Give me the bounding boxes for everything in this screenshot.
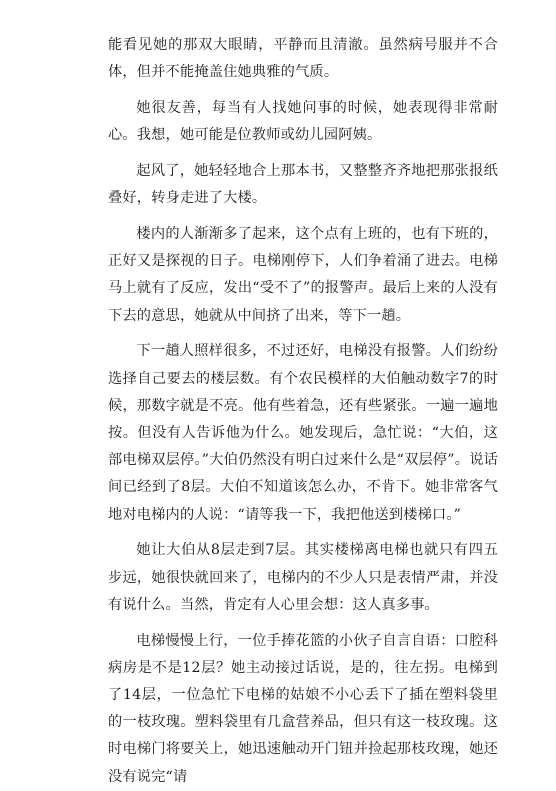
paragraph-4: 楼内的人渐渐多了起来，这个点有上班的，也有下班的，正好又是探视的日子。电梯刚停下，人们争着涌了进去。电梯马上就有了反应，发出“受不了”的报警声。最后上来的人没有下去的意思，她就从中间挤了出来，等下一趟。 [108, 226, 498, 324]
paragraph-1: 能看见她的那双大眼睛，平静而且清澈。虽然病号服并不合体，但并不能掩盖住她典雅的气质。 [108, 37, 498, 81]
article-body [108, 32, 498, 791]
paragraph-2: 她很友善，每当有人找她问事的时候，她表现得非常耐心。我想，她可能是位教师或幼儿园阿姨。 [108, 100, 498, 144]
paragraph-7: 电梯慢慢上行，一位手捧花篮的小伙子自言自语：口腔科病房是不是12层？她主动接过话说，是的，往左拐。电梯到了14层，一位急忙下电梯的姑娘不小心丢下了插在塑料袋里的一枝玫瑰。塑料袋里有几盒营养品，但只有这一枝玫瑰。这时电梯门将要关上，她迅速触动开门钮并捡起那枝玫瑰，她还没有说完“请 [108, 632, 498, 785]
paragraph-6: 她让大伯从8层走到7层。其实楼梯离电梯也就只有四五步远，她很快就回来了，电梯内的不少人只是表情严肃，并没有说什么。当然，肯定有人心里会想：这人真多事。 [108, 542, 498, 613]
paragraph-3: 起风了，她轻轻地合上那本书，又整整齐齐地把那张报纸叠好，转身走进了大楼。 [108, 163, 498, 207]
paragraph-5: 下一趟人照样很多，不过还好，电梯没有报警。人们纷纷选择自己要去的楼层数。有个农民模样的大伯触动数字7的时候，那数字就是不亮。他有些着急，还有些紧张。一遍一遍地按。但没有人告诉他为什么。她发现后，急忙说：“大伯，这部电梯双层停。”大伯仍然没有明白过来什么是“双层停”。说话间已经到了8层。大伯不知道该怎么办，不肯下。她非常客气地对电梯内的人说：“请等我一下，我把他送到楼梯口。” [108, 343, 498, 523]
